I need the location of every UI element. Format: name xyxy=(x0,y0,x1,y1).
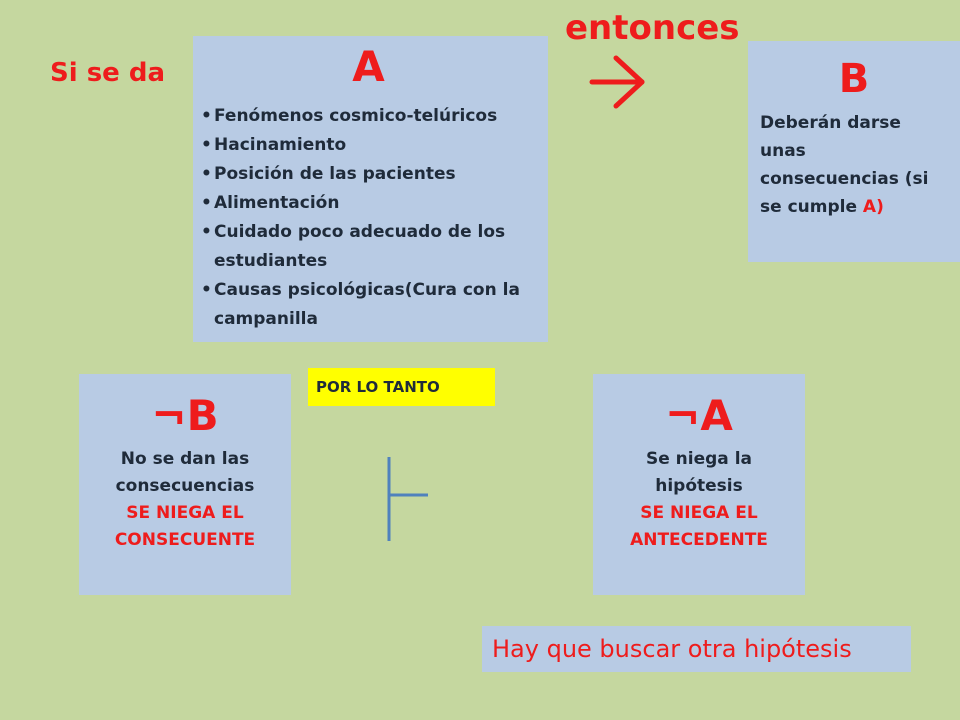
antecedent-a-letter: A xyxy=(352,42,385,91)
por-lo-tanto-label: POR LO TANTO xyxy=(308,368,495,406)
antecedent-a-box xyxy=(193,36,548,342)
consequent-b-text: Deberán darse unas consecuencias (si se cumple xyxy=(760,113,929,217)
right-arrow-icon xyxy=(588,52,648,112)
list-item: • Hacinamiento xyxy=(201,131,536,160)
not-b-description: No se dan las consecuencias xyxy=(115,449,255,496)
not-a-box xyxy=(593,374,805,595)
consequent-b-highlight: A) xyxy=(862,197,884,217)
not-b-letter: ¬B xyxy=(151,391,219,440)
not-a-negation: SE NIEGA EL ANTECEDENTE xyxy=(630,503,768,550)
turnstile-icon xyxy=(380,455,430,545)
list-item: • Fenómenos cosmico-telúricos xyxy=(201,102,536,131)
not-a-description: Se niega la hipótesis xyxy=(645,449,752,496)
not-b-negation: SE NIEGA EL CONSECUENTE xyxy=(114,503,256,550)
not-a-letter: ¬A xyxy=(665,391,733,440)
entonces-label: entonces xyxy=(565,8,740,48)
si-se-da-label: Si se da xyxy=(50,58,166,88)
antecedent-a-list xyxy=(201,102,536,334)
conclusion-text: Hay que buscar otra hipótesis xyxy=(482,626,911,672)
consequent-b-description xyxy=(760,109,948,221)
list-item: • Alimentación xyxy=(201,189,536,218)
consequent-b-box xyxy=(748,41,960,262)
not-b-box xyxy=(79,374,291,595)
list-item: • Cuidado poco adecuado de los estudiantes xyxy=(201,218,536,276)
consequent-b-letter: B xyxy=(838,56,870,102)
list-item: • Causas psicológicas(Cura con la campanilla xyxy=(201,276,536,334)
list-item: • Posición de las pacientes xyxy=(201,160,536,189)
